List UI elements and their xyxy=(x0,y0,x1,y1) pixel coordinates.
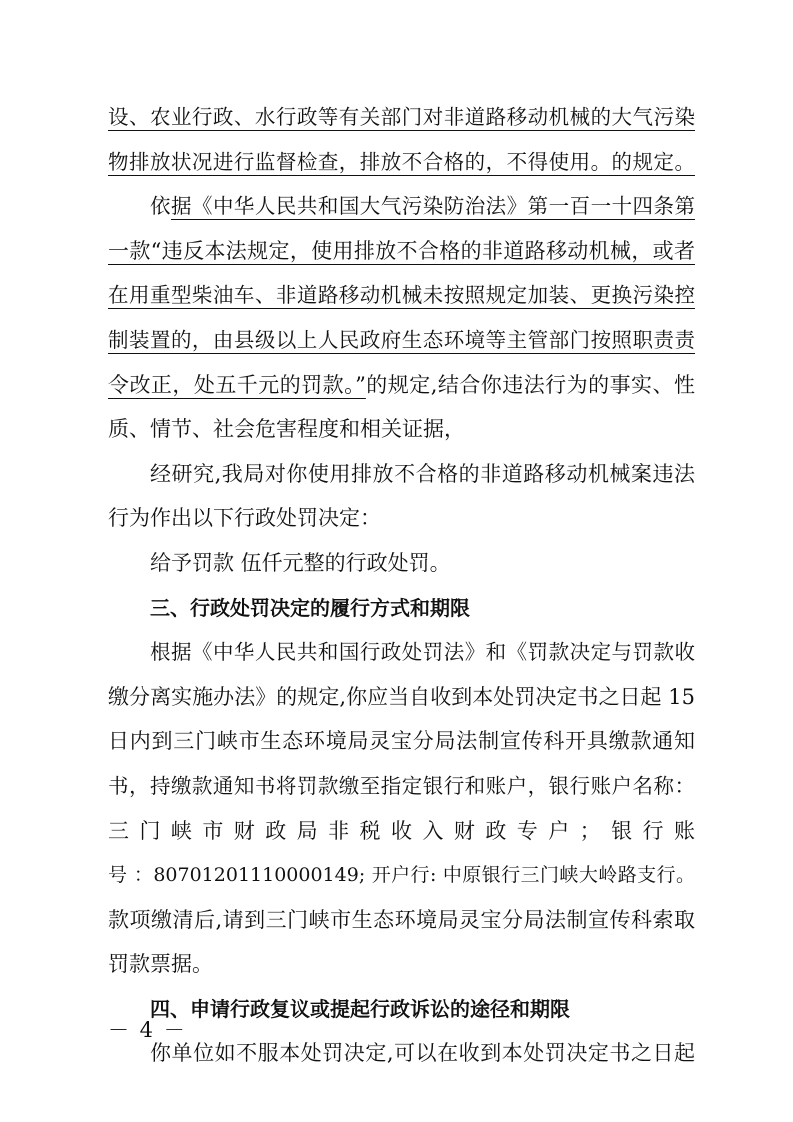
text-line: 罚款票据。 xyxy=(108,952,213,977)
text-line: 根据《中华人民共和国行政处罚法》和《罚款决定与罚款收 xyxy=(150,640,695,665)
text-line: 三门峡市财政局非税收入财政专户；银行账 xyxy=(108,818,695,843)
text-line: 日内到三门峡市生态环境局灵宝分局法制宣传科开具缴款通知 xyxy=(108,729,695,754)
text-line: 缴分离实施办法》的规定,你应当自收到本处罚决定书之日起 15 xyxy=(108,684,695,709)
text-line xyxy=(108,184,695,229)
section-heading-3: 三、行政处罚决定的履行方式和期限 xyxy=(150,595,470,620)
page-number: － 4 － xyxy=(108,1018,187,1042)
text-line: 款项缴清后,请到三门峡市生态环境局灵宝分局法制宣传科索取 xyxy=(108,907,695,932)
text-line: 设、农业行政、水行政等有关部门对非道路移动机械的大气污染 xyxy=(108,105,695,129)
document-body xyxy=(108,95,695,1076)
text-line: 物排放状况进行监督检查，排放不合格的，不得使用。的规定。 xyxy=(108,149,695,174)
text-line: 行为作出以下行政处罚决定： xyxy=(108,506,381,531)
text-segment: 依 xyxy=(150,194,171,219)
text-line: 书，持缴款通知书将罚款缴至指定银行和账户，银行账户名称： xyxy=(108,773,695,798)
section-heading-4: 四、申请行政复议或提起行政诉讼的途径和期限 xyxy=(150,996,570,1021)
text-line: 制装置的，由县级以上人民政府生态环境等主管部门按照职责责 xyxy=(108,327,695,352)
text-line: 你单位如不服本处罚决定,可以在收到本处罚决定书之日起 xyxy=(150,1041,695,1066)
underlined-segment: 据《中华人民共和国大气污染防治法》第一百一十四条第 xyxy=(170,194,695,219)
underlined-segment: 令改正，处五千元的罚款。” xyxy=(108,372,366,397)
text-line: 一款“违反本法规定，使用排放不合格的非道路移动机械，或者 xyxy=(108,238,695,263)
text-line: 给予罚款 伍仟元整的行政处罚。 xyxy=(150,550,451,575)
text-segment: 的规定,结合你违法行为的事实、性 xyxy=(365,372,695,397)
text-line: 在用重型柴油车、非道路移动机械未按照规定加装、更换污染控 xyxy=(108,283,695,308)
text-line: 号 ：80701201110000149; 开户行: 中原银行三门峡大岭路支行。 xyxy=(108,864,695,887)
text-line: 质、情节、社会危害程度和相关证据， xyxy=(108,417,465,442)
text-line xyxy=(108,363,695,408)
text-line: 经研究,我局对你使用排放不合格的非道路移动机械案违法 xyxy=(150,461,695,486)
